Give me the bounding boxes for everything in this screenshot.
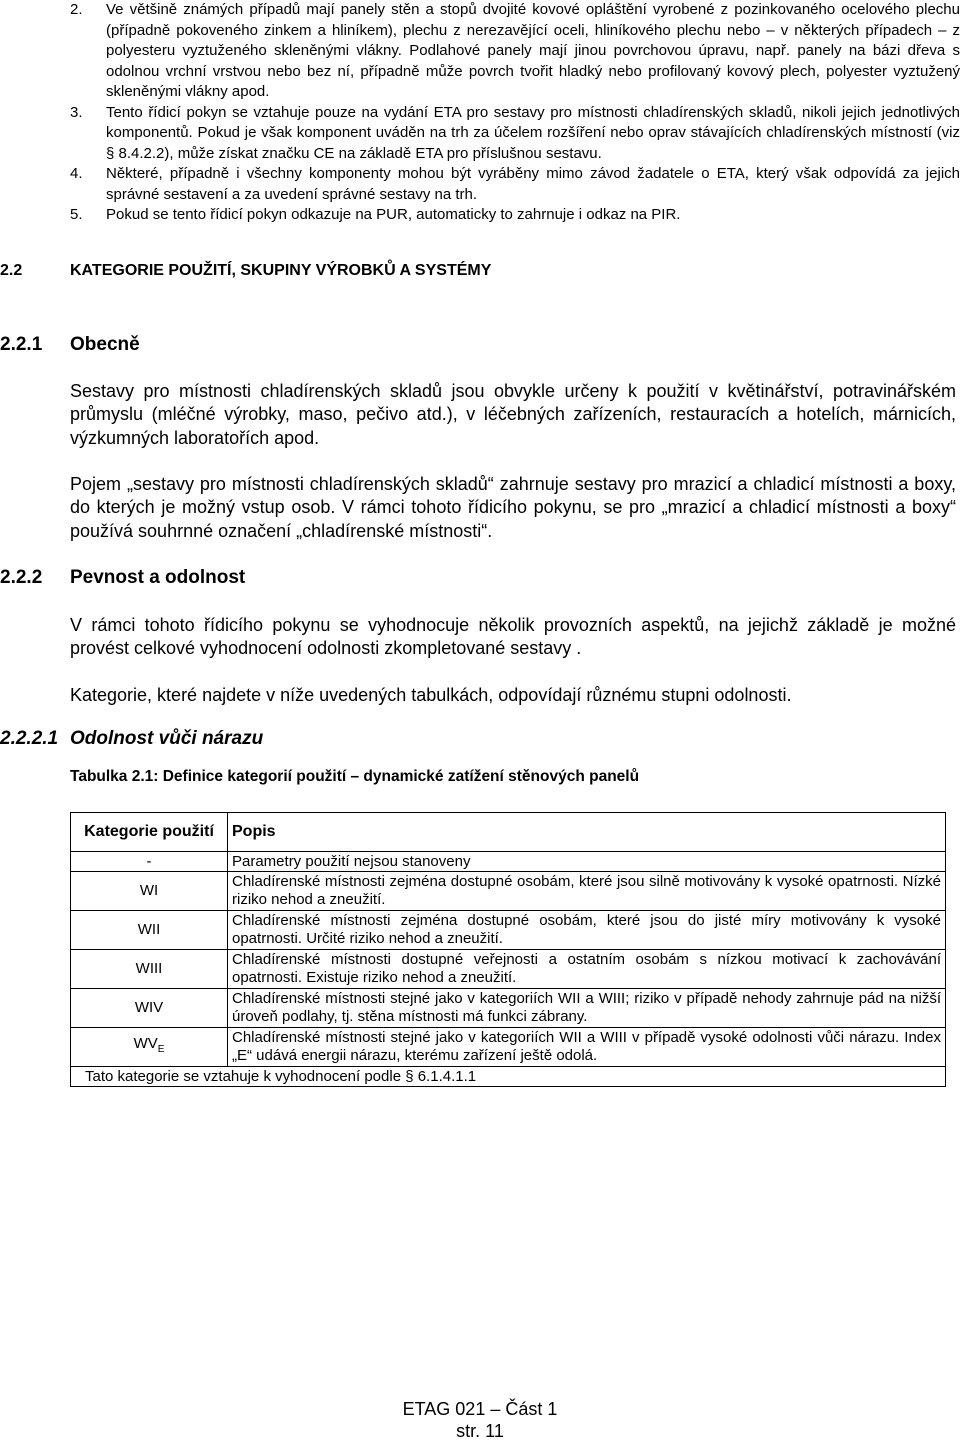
category-cell: -: [71, 852, 228, 872]
list-item: [70, 205, 960, 226]
list-item-number: 3.: [70, 103, 83, 121]
description-cell: Chladírenské místnosti stejné jako v kategoriích WII a WIII v případě vysoké odolnosti vůči nárazu. Index „E“ udává energii nárazu, kterému zařízení ještě odolá.: [228, 1028, 946, 1067]
description-cell: Parametry použití nejsou stanoveny: [228, 852, 946, 872]
table-row: [71, 950, 946, 989]
category-cell: WII: [71, 911, 228, 950]
table-footnote: Tato kategorie se vztahuje k vyhodnocení podle § 6.1.4.1.1: [71, 1067, 946, 1087]
table-row: [71, 1028, 946, 1067]
table-row: [71, 872, 946, 911]
paragraph-definition: Pojem „sestavy pro místnosti chladírenských skladů“ zahrnuje sestavy pro mrazicí a chladicí místnosti a boxy, do kterých je možný vstup osob. V rámci tohoto řídicího pokynu, se pro „mrazicí a chladicí místnosti a boxy“ používá souhrnné označení „chladírenské místnosti“.: [70, 474, 956, 541]
footer-page-number: str. 11: [456, 1421, 504, 1441]
description-cell: Chladírenské místnosti zejména dostupné osobám, které jsou silně motivovány k vysoké opatrnosti. Nízké riziko nehod a zneužití.: [228, 872, 946, 911]
section-number: 2.2: [0, 262, 23, 279]
table-row: [71, 989, 946, 1028]
usage-category-table: [70, 812, 946, 1087]
table-caption: Tabulka 2.1: Definice kategorií použití – dynamické zatížení stěnových panelů: [70, 768, 640, 785]
description-cell: Chladírenské místnosti stejné jako v kategoriích WII a WIII; riziko v případě nehody zahrnuje pád na nižší úroveň podlahy, tj. stěna místnosti má funkci zábrany.: [228, 989, 946, 1028]
list-item: [70, 0, 960, 103]
list-item-text: Pokud se tento řídicí pokyn odkazuje na PUR, automaticky to zahrnuje i odkaz na PIR.: [106, 206, 681, 223]
description-cell: Chladírenské místnosti zejména dostupné osobám, které jsou do jisté míry motivovány k vysoké opatrnosti. Určité riziko nehod a zneužití.: [228, 911, 946, 950]
section-title: Odolnost vůči nárazu: [70, 728, 264, 749]
list-item-text: Tento řídicí pokyn se vztahuje pouze na vydání ETA pro sestavy pro místnosti chladírenských skladů, nikoli jejich jednotlivých komponentů. Pokud je však komponent uváděn na trh za účelem rozšíření nebo oprav stávajících chladírenských místností (viz § 8.4.2.2), může získat značku CE na základě ETA pro příslušnou sestavu.: [106, 103, 960, 162]
table-row: [71, 911, 946, 950]
list-item: [70, 164, 960, 205]
paragraph-aspects: V rámci tohoto řídicího pokynu se vyhodnocuje několik provozních aspektů, na jejichž základě je možné provést celkové vyhodnocení odolnosti zkompletované sestavy .: [70, 615, 956, 659]
list-item: [70, 103, 960, 165]
footer-doc-title: ETAG 021 – Část 1: [402, 1399, 558, 1419]
section-number: 2.2.2.1: [0, 728, 59, 749]
list-item-number: 4.: [70, 165, 83, 182]
header-category: Kategorie použití: [71, 813, 228, 852]
category-label: WV: [133, 1035, 158, 1052]
list-item-text: Ve většině známých případů mají panely stěn a stopů dvojité kovové opláštění vyrobené z pozinkovaného ocelového plechu (případně pokoveného zinkem a hliníkem), plechu z nerezavějící oceli, hliníkového plechu nebo – v některých případech – z polyesteru vyztuženého skleněnými vlákny. Podlahové panely mají jinou povrchovou úpravu, např. panely na bázi dřeva s odolnou vrchní vrstvou nebo bez ní, případně může povrch tvořit hladký nebo profilovaný kovový plech, polyester vyztužený skleněnými vlákny apod.: [106, 1, 960, 100]
section-title: KATEGORIE POUŽITÍ, SKUPINY VÝROBKŮ A SYSTÉMY: [70, 262, 492, 279]
header-description: Popis: [228, 813, 946, 852]
section-number: 2.2.1: [0, 334, 43, 355]
numbered-list: [70, 0, 960, 226]
paragraph-categories: Kategorie, které najdete v níže uvedených tabulkách, odpovídají různému stupni odolnosti.: [70, 685, 792, 705]
table-header-row: [71, 813, 946, 852]
category-cell: WIV: [71, 989, 228, 1028]
section-title: Obecně: [70, 334, 140, 355]
list-item-number: 2.: [70, 1, 83, 18]
table-footnote-row: [71, 1067, 946, 1087]
section-number: 2.2.2: [0, 567, 43, 588]
table-row: [71, 852, 946, 872]
paragraph-usage: Sestavy pro místnosti chladírenských skladů jsou obvykle určeny k použití v květinářství, potravinářském průmyslu (mléčné výrobky, maso, pečivo atd.), v léčebných zařízeních, restauracích a hotelích, márnicích, výzkumných laboratořích apod.: [70, 381, 956, 448]
section-title: Pevnost a odolnost: [70, 567, 246, 588]
category-cell: [71, 1028, 228, 1067]
list-item-text: Některé, případně i všechny komponenty mohou být vyráběny mimo závod žadatele o ETA, který však odpovídá za jejich správné sestavení a za uvedení správné sestavy na trh.: [106, 165, 960, 203]
category-subscript: E: [157, 1044, 165, 1055]
category-cell: WI: [71, 872, 228, 911]
description-cell: Chladírenské místnosti dostupné veřejnosti a ostatním osobám s nízkou motivací k zachovávání opatrnosti. Existuje riziko nehod a zneužití.: [228, 950, 946, 989]
category-cell: WIII: [71, 950, 228, 989]
list-item-number: 5.: [70, 206, 83, 223]
